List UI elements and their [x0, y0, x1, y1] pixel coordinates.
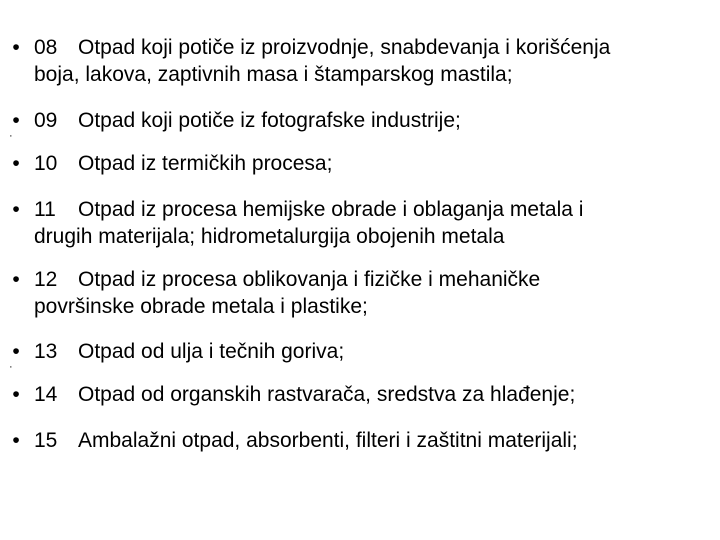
item-text: Otpad iz termičkih procesa;	[78, 152, 333, 175]
list-item-line	[34, 338, 344, 365]
item-text: Ambalažni otpad, absorbenti, filteri i zaštitni materijali;	[78, 429, 578, 452]
bullet-icon: •	[12, 268, 20, 291]
item-text: Otpad iz procesa oblikovanja i fizičke i mehaničke	[78, 268, 541, 291]
item-text: Otpad od ulja i tečnih goriva;	[78, 340, 345, 363]
small-dot-icon: ·	[9, 361, 13, 373]
list-item-line	[34, 381, 575, 408]
bullet-icon: •	[12, 429, 20, 452]
item-number: 15	[34, 429, 58, 452]
item-text: Otpad iz procesa hemijske obrade i oblaganja metala i	[78, 198, 584, 221]
bullet-icon: •	[12, 383, 20, 406]
bullet-icon: •	[12, 152, 20, 175]
item-number: 14	[34, 383, 58, 406]
small-dot-icon: ·	[9, 130, 13, 142]
item-text-continuation: površinske obrade metala i plastike;	[34, 295, 368, 318]
item-text: Otpad koji potiče iz proizvodnje, snabdevanja i korišćenja	[78, 36, 611, 59]
bullet-icon: •	[12, 109, 20, 132]
item-text: Otpad koji potiče iz fotografske industrije;	[78, 109, 461, 132]
list-item-line	[34, 107, 461, 134]
bullet-icon: •	[12, 36, 20, 59]
item-text-continuation: drugih materijala; hidrometalurgija obojenih metala	[34, 225, 505, 248]
list-item-line	[34, 196, 583, 223]
item-number: 12	[34, 268, 58, 291]
item-number: 13	[34, 340, 58, 363]
item-number: 08	[34, 36, 58, 59]
list-item-line	[34, 427, 578, 454]
item-text-continuation: boja, lakova, zaptivnih masa i štamparskog mastila;	[34, 63, 513, 86]
bullet-icon: •	[12, 340, 20, 363]
list-item-line	[34, 150, 332, 177]
list-item-line	[34, 34, 610, 61]
list-item-line	[34, 266, 540, 293]
item-text: Otpad od organskih rastvarača, sredstva za hlađenje;	[78, 383, 576, 406]
bullet-icon: •	[12, 198, 20, 221]
item-number: 09	[34, 109, 58, 132]
item-number: 10	[34, 152, 58, 175]
item-number: 11	[34, 198, 56, 221]
